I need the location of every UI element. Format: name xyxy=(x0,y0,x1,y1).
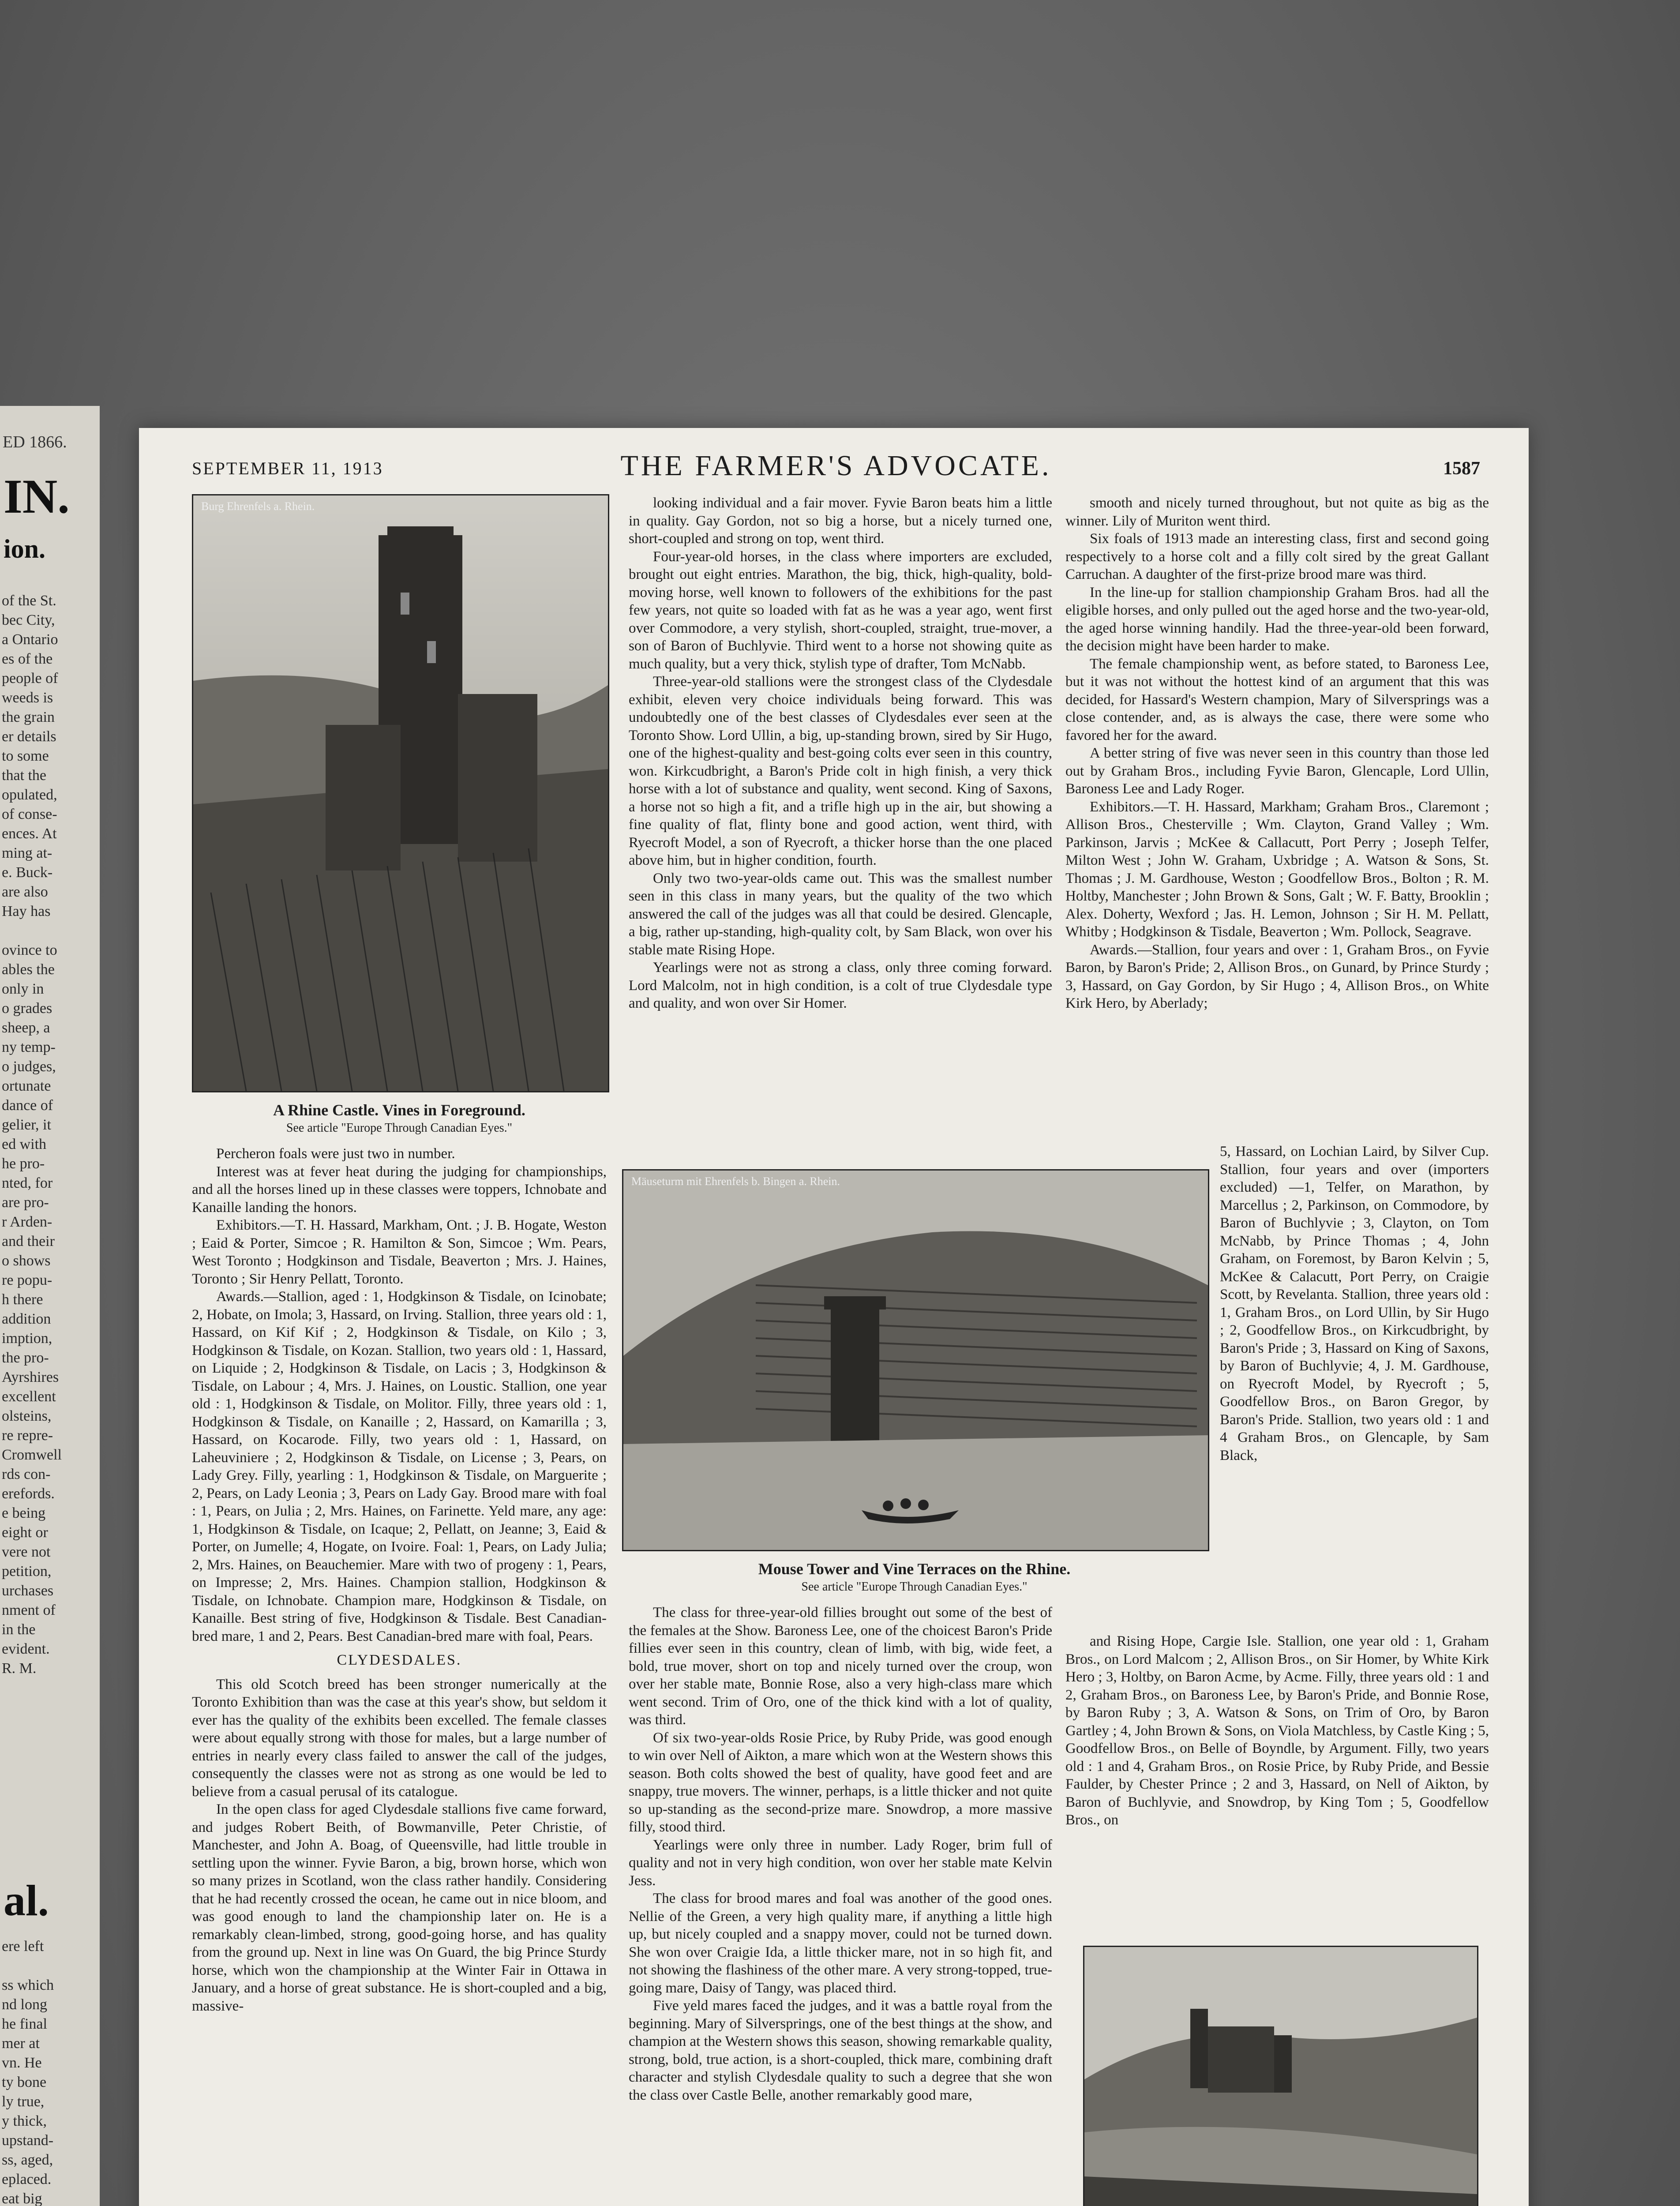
left-page-text-line: he final xyxy=(2,2016,47,2032)
article-paragraph: Awards.—Stallion, four years and over : 1, Graham Bros., on Fyvie Baron, by Baron's Pride; 2, Allison Bros., on Gunard, by Prince Sturdy ; 3, Hassard, on Gay Gordon, by Sir Hugo ; 4, Allison Bros., on White Kirk Hero, by Aberlady; xyxy=(1065,942,1489,1011)
left-page-text-line: to some xyxy=(2,748,49,764)
article-paragraph: Six foals of 1913 made an interesting class, first and second going respectively to a horse colt and a filly colt sired by the great Gallant Carruchan. A daughter of the first-prize brood mare was third. xyxy=(1065,531,1489,582)
article-paragraph: Of six two-year-olds Rosie Price, by Ruby Pride, was good enough to win over Nell of Aikton, a mare which won at the Western shows this season. Both colts showed the best of quality, have good feet and are snappy, true movers. The winner, perhaps, is a little thicker and not quite so up-standing as the second-prize mare. Snowdrop, a more massive filly, stood third. xyxy=(629,1730,1052,1835)
column-2-bottom xyxy=(629,1604,1052,2206)
left-page-text-line: eplaced. xyxy=(2,2171,52,2187)
left-page-text-line: Ayrshires xyxy=(2,1369,59,1385)
article-paragraph: Awards.—Stallion, aged : 1, Hodgkinson & Tisdale, on Icinobate; 2, Hobate, on Imola; 3, Hassard, on Irving. Stallion, three years old : 1, Hassard, on Kif Kif ; 2, Hodgkinson & Tisdale, on Kilo ; 3, Hodgkinson & Tisdale, on Kozan. Stallion, two years old : 1, Hassard, on Liquide ; 2, Hodgkinson & Tisdale, on Lacis ; 3, Hodgkinson & Tisdale, on Labour ; 4, Mrs. J. Haines, on Loustic. Stallion, one year old : 1, Hodgkinson & Tisdale, on Molitor. Filly, three years old : 1, Hodgkinson & Tisdale, on Kanaille ; 2, Hassard, on Kamarilla ; 3, Hassard, on Kocarode. Filly, two years old : 1, Hassard, on Laheuviniere ; 2, Hodgkinson & Tisdale, on License ; 3, Pears, on Lady Grey. Filly, yearling : 1, Hodgkinson & Tisdale, on Marguerite ; 2, Pears, on Lady Leonia ; 3, Pears on Lady Gay. Brood mare with foal : 1, Pears, on Julia ; 2, Mrs. Haines, on Farinette. Yeld mare, any age: 1, Hodgkinson & Tisdale, on Icaque; 2, Pellatt, on Jeanne; 3, Eaid & Porter, on Jumelle; 4, Hogate, on Ivoire. Foal: 1, Pears, on Lady Julia; 2, Mrs. Haines, on Beauchemier. Mare with two of progeny : 1, Pears, on Impresse; 2, Mrs. Haines. Champion stallion, Hodgkinson & Tisdale, on Ichnobate. Champion mare, Hodgkinson & Tisdale, on Kanaille. Best string of five, Hodgkinson & Tisdale. Best Canadian-bred mare, 1 and 2, Pears. Best Canadian-bred mare with foal, Pears. xyxy=(192,1289,607,1644)
rhine-castle-caption-sub: See article "Europe Through Canadian Eyes." xyxy=(286,1121,513,1135)
article-paragraph: The class for three-year-old fillies brought out some of the best of the females at the Show. Baroness Lee, one of the choicest Baron's Pride fillies ever seen in this country, clean of limb, with big, wide feet, a bold, true mover, short on top and nicely turned over the croup, won over her stable mate, Bonnie Rose, also a very high-class mare which went second. Trim of Oro, one of the thick kind with a lot of quality, was third. xyxy=(629,1605,1052,1728)
left-page-text-line: ed with xyxy=(2,1136,47,1152)
left-page-headline: IN. xyxy=(4,469,70,523)
article-paragraph: looking individual and a fair mover. Fyvie Baron beats him a little in quality. Gay Gordon, not so big a horse, but a nicely turned one, short-coupled and strong on top, went third. xyxy=(629,495,1052,547)
left-page-text-line: imption, xyxy=(2,1330,52,1347)
left-page-text-line: ere left xyxy=(2,1938,44,1955)
left-page-text-line: mer at xyxy=(2,2035,40,2052)
left-page-text-line: o judges, xyxy=(2,1058,56,1075)
left-page-text-line: Hay has xyxy=(2,903,51,919)
left-page-header: ED 1866. xyxy=(3,433,67,451)
left-page-text-line: re repre- xyxy=(2,1427,53,1444)
awards-continued: 5, Hassard, on Lochian Laird, by Silver Cup. Stallion, four years and over (importers excluded) —1, Telfer, on Marathon, by Marcellus ; 2, Parkinson, on Commodore, by Baron of Buchlyvie ; 3, Clayton, on Tom McNabb, by Prince Thomas ; 4, John Graham, on Foremost, by Baron Kelvin ; 5, McKee & Calacutt, Port Perry, on Craigie Scott, by Revelanta. Stallion, three years old : 1, Graham Bros., on Lord Ullin, by Sir Hugo ; 2, Goodfellow Bros., on Kirkcudbright, by Baron's Pride ; 3, Hassard on King of Saxons, by Baron of Buchlyvie; 4, J. M. Gardhouse, on Ryecroft Model, by Ryecroft ; 5, Goodfellow Bros., on Baron Gregor, by Baron's Pride. Stallion, two years old : 1 and 4 Graham Bros., on Glencaple, by Sam Black, xyxy=(1220,1144,1489,1463)
left-page-text-line: in the xyxy=(2,1621,36,1638)
left-page-text-line: ny temp- xyxy=(2,1039,56,1055)
left-page-text-line: R. M. xyxy=(2,1660,37,1677)
left-page-text-line: opulated, xyxy=(2,787,57,803)
left-page-text-line: ences. At xyxy=(2,825,57,842)
left-page-text-line: eat big xyxy=(2,2191,42,2206)
rhine-castle-photo-tag: Burg Ehrenfels a. Rhein. xyxy=(201,500,315,513)
column-1 xyxy=(192,1145,607,2206)
left-page-text-line: e being xyxy=(2,1505,46,1521)
left-page-text-line: r Arden- xyxy=(2,1214,52,1230)
mouse-tower-caption-sub: See article "Europe Through Canadian Eyes." xyxy=(801,1580,1028,1594)
article-paragraph: Three-year-old stallions were the strongest class of the Clydesdale exhibit, eleven very choice individuals being forward. This was undoubtedly one of the best classes of Clydesdales ever seen at the Toronto Show. Lord Ullin, a big, up-standing brown, sired by Sir Hugo, one of the highest-quality and best-going colts ever seen in this country, won. Kirkcudbright, a Baron's Pride colt in high finish, a very thick horse with a lot of substance and quality, went second. King of Saxons, a horse not so high a fit, and a trifle high up in the air, but showing a fine quality of flat, flinty bone and good action, went third, with Ryecroft Model, a son of Ryecroft, a thicker horse than the one placed above him, but in higher condition, fourth. xyxy=(629,674,1052,868)
article-paragraph: Four-year-old horses, in the class where importers are excluded, brought out eight entries. Marathon, the big, thick, high-quality, bold-moving horse, well known to followers of the exhibitions for the past few years, not quite so loaded with fat as he was a year ago, went first over Commodore, a very stylish, short-coupled, straight, true-mover, a son of Baron of Buchlyvie. Third went to a horse not showing quite as much quality, but a very thick, stylish type of drafter, Tom McNabb. xyxy=(629,548,1052,672)
left-page-text-line: eight or xyxy=(2,1524,48,1541)
left-page-text-line: ss which xyxy=(2,1977,54,1993)
article-paragraph: In the open class for aged Clydesdale stallions five came forward, and judges Robert Beith, of Bowmanville, Peter Christie, of Manchester, and John A. Boag, of Queensville, had little trouble in settling upon the winner. Fyvie Baron, a big, brown horse, which won so many prizes in Scotland, won the class rather handily. Considering that he had recently crossed the ocean, he came out in nice bloom, and was good enough to land the championship later on. He is a remarkably clean-limbed, strong, good-going horse, and has quality from the ground up. Next in line was On Guard, the big Prince Sturdy horse, which won the championship at the Winter Fair in Ottawa in January, and a horse of great substance. He is short-coupled and a big, massive- xyxy=(192,1801,607,2014)
left-page-text-line: re popu- xyxy=(2,1272,52,1288)
left-page-text-line: ortunate xyxy=(2,1078,51,1094)
left-page-text-line: y thick, xyxy=(2,2113,47,2129)
left-page-text-line: gelier, it xyxy=(2,1117,51,1133)
article-paragraph: Five yeld mares faced the judges, and it was a battle royal from the beginning. Mary of Silversprings, one of the best things at the show, and champion at the Western shows this season, showing remarkable quality, strong, bold, true action, is a short-coupled, thick mare, combining draft character and stylish Clydesdale quality to such a degree that she won the class over Castle Belle, another remarkably good mare, xyxy=(629,1998,1052,2103)
left-page-text-line: o shows xyxy=(2,1253,51,1269)
column-3-lower xyxy=(1065,1632,1489,1932)
left-page-text-line: nted, for xyxy=(2,1175,53,1191)
mouse-tower-caption-title: Mouse Tower and Vine Terraces on the Rhine. xyxy=(758,1560,1071,1578)
page-number: 1587 xyxy=(1443,458,1480,479)
left-page-text-line: es of the xyxy=(2,651,53,667)
rhine-castle-caption xyxy=(192,1101,607,1135)
left-page-text-line: he pro- xyxy=(2,1156,45,1172)
left-page-text-line: ss, aged, xyxy=(2,2152,53,2168)
left-page-text-line: vere not xyxy=(2,1544,51,1560)
left-page-text-line: vn. He xyxy=(2,2055,42,2071)
left-page-fragment xyxy=(0,406,100,2206)
left-page-headline-2: al. xyxy=(4,1876,49,1925)
left-page-text-line: o grades xyxy=(2,1000,52,1017)
stolzenfels-photo xyxy=(1083,1946,1478,2206)
masthead-title: THE FARMER'S ADVOCATE. xyxy=(620,450,1052,482)
left-page-text-line: erefords. xyxy=(2,1486,55,1502)
left-page-text-line: nment of xyxy=(2,1602,56,1618)
left-page-text-line: a Ontario xyxy=(2,631,58,648)
article-paragraph: Percheron foals were just two in number. xyxy=(216,1146,455,1162)
left-page-text-line: ables the xyxy=(2,961,55,978)
left-page-text-line: upstand- xyxy=(2,2132,54,2149)
left-page-text-line: the pro- xyxy=(2,1350,49,1366)
left-page-text-line: of the St. xyxy=(2,593,56,609)
left-page-text-line: weeds is xyxy=(2,690,53,706)
article-paragraph: Exhibitors.—T. H. Hassard, Markham; Graham Bros., Claremont ; Allison Bros., Chesterville ; Wm. Clayton, Grand Valley ; Wm. Parkinson, Jarvis ; McKee & Callacutt, Port Perry ; Joseph Telfer, Milton West ; John W. Graham, Uxbridge ; A. Watson & Sons, St. Thomas ; J. M. Gardhouse, Weston ; Goodfellow Bros., Bolton ; R. M. Holtby, Manchester ; John Brown & Sons, Galt ; W. F. Batty, Brooklin ; Alex. Doherty, Wexford ; Jas. H. Lemon, Johnson ; Sir H. M. Pellatt, Whitby ; Hodgkinson & Tisdale, Beaverton ; Wm. Pollock, Seagrave. xyxy=(1065,799,1489,940)
left-page-text-line: evident. xyxy=(2,1641,50,1657)
rhine-castle-caption-title: A Rhine Castle. Vines in Foreground. xyxy=(273,1101,525,1119)
left-page-text-line: ty bone xyxy=(2,2074,47,2090)
left-page-text-line: urchases xyxy=(2,1583,54,1599)
newspaper-page xyxy=(139,428,1529,2206)
left-page-text-line: Cromwell xyxy=(2,1447,62,1463)
mouse-tower-photo xyxy=(622,1169,1209,1551)
left-page-subhead: ion. xyxy=(4,534,46,563)
page-header xyxy=(192,446,1480,481)
issue-date: SEPTEMBER 11, 1913 xyxy=(192,458,383,478)
column-2-top xyxy=(629,494,1052,1156)
article-paragraph: smooth and nicely turned throughout, but not quite as big as the winner. Lily of Muriton went third. xyxy=(1065,495,1489,529)
article-paragraph: Only two two-year-olds came out. This was the smallest number seen in this class in many years, but the quality of the two which answered the call of the judges was all that could be desired. Glencaple, a big, rather up-standing, high-quality colt, by Sam Black, won over his stable mate Rising Hope. xyxy=(629,870,1052,958)
left-page-text-line: people of xyxy=(2,670,58,687)
left-page-text-line: rds con- xyxy=(2,1466,51,1482)
mouse-tower-photo-tag: Mäuseturm mit Ehrenfels b. Bingen a. Rhein. xyxy=(631,1175,840,1188)
left-page-text-line: only in xyxy=(2,981,44,997)
left-page-text-line: that the xyxy=(2,767,47,784)
article-paragraph: Interest was at fever heat during the judging for championships, and all the horses lined up in these classes were toppers, Ichnobate and Kanaille landing the honors. xyxy=(192,1163,607,1216)
left-page-text-line: er details xyxy=(2,728,56,745)
left-page-text-line: ming at- xyxy=(2,845,52,861)
article-paragraph: This old Scotch breed has been stronger numerically at the Toronto Exhibition than was the case at this year's show, but seldom it ever has the quality of the exhibits been excelled. The female classes were about equally strong with those for males, but a large number of entries in nearly every class failed to answer the call of the judges, consequently the classes were not as strong as one would be led to believe from a casual perusal of its catalogue. xyxy=(192,1676,607,1800)
rhine-castle-photo xyxy=(192,494,609,1092)
left-page-text-line: nd long xyxy=(2,1996,47,2013)
left-page-text-line: are pro- xyxy=(2,1194,49,1211)
left-page-text-line: excellent xyxy=(2,1388,56,1405)
left-page-text-line: h there xyxy=(2,1291,43,1308)
clydesdales-heading: CLYDESDALES. xyxy=(337,1652,462,1668)
left-page-text-line: and their xyxy=(2,1233,55,1249)
left-page-text-line: of conse- xyxy=(2,806,57,822)
column-3-top xyxy=(1065,494,1489,1138)
mouse-tower-caption xyxy=(622,1560,1207,1594)
left-page-text-line: are also xyxy=(2,884,48,900)
article-paragraph: Yearlings were not as strong a class, only three coming forward. Lord Malcolm, not in high condition, is a colt of true Clydesdale type and quality, and won over Sir Homer. xyxy=(629,960,1052,1011)
left-page-text-line: ly true, xyxy=(2,2093,45,2110)
article-paragraph: and Rising Hope, Cargie Isle. Stallion, one year old : 1, Graham Bros., on Lord Malcom ; 2, Allison Bros., on Sir Homer, by White Kirk Hero ; 3, Holtby, on Baron Acme, by Acme. Filly, three years old : 1 and 2, Graham Bros., on Baroness Lee, by Baron's Pride, and Bonnie Rose, by Baron Ruby ; 3, A. Watson & Sons, on Trim of Oro, by Baron Gartley ; 4, John Brown & Sons, on Viola Matchless, by Castle King ; 5, Goodfellow Bros., on Belle of Boyndle, by Argument. Filly, two years old : 1 and 4, Graham Bros., on Rosie Price, by Ruby Pride, and Bessie Faulder, by Chester Prince ; 2 and 3, Hassard, on Nell of Aikton, by Baron of Buchlyvie, and Snowdrop, by King Tom ; 5, Goodfellow Bros., on xyxy=(1065,1633,1489,1828)
left-page-text-line: addition xyxy=(2,1311,51,1327)
left-page-text-line: dance of xyxy=(2,1097,53,1114)
left-page-text-line: petition, xyxy=(2,1563,52,1579)
article-paragraph: Exhibitors.—T. H. Hassard, Markham, Ont. ; J. B. Hogate, Weston ; Eaid & Porter, Simcoe ; R. Hamilton & Son, Simcoe ; Wm. Pears, West Toronto ; Hodgkinson and Tisdale, Beaverton ; Mrs. J. Haines, Toronto ; Sir Henry Pellatt, Toronto. xyxy=(192,1217,607,1287)
left-page-text-line: olsteins, xyxy=(2,1408,52,1424)
article-paragraph: A better string of five was never seen in this country than those led out by Graham Bros., including Fyvie Baron, Glencaple, Lord Ullin, Baroness Lee and Lady Roger. xyxy=(1065,745,1489,797)
left-page-text-line: the grain xyxy=(2,709,55,725)
left-page-text-line: e. Buck- xyxy=(2,864,53,881)
column-3-narrow xyxy=(1220,1143,1489,1628)
article-paragraph: The female championship went, as before stated, to Baroness Lee, but it was not without the hottest kind of an argument that this was decided, for Hassard's Western champion, Mary of Silversprings was a close contender, and, as is always the case, there were some who favored her for the award. xyxy=(1065,656,1489,743)
left-page-text-line: sheep, a xyxy=(2,1020,50,1036)
left-page-text-line: ovince to xyxy=(2,942,57,958)
article-paragraph: In the line-up for stallion championship Graham Bros. had all the eligible horses, and only pulled out the aged horse and the two-year-old, the aged horse winning handily. Had the three-year-old been forward, the decision might have been harder to make. xyxy=(1065,584,1489,654)
article-paragraph: Yearlings were only three in number. Lady Roger, brim full of quality and not in very high condition, won over her stable mate Kelvin Jess. xyxy=(629,1837,1052,1889)
article-paragraph: The class for brood mares and foal was another of the good ones. Nellie of the Green, a very high quality mare, if anything a little high up, but nicely coupled and a snappy mover, could not be turned down. She won over Craigie Ida, a little thicker mare, not in so high fit, and not showing the flashiness of the other mare. A very strong-topped, true-going mare, Daisy of Tangy, was placed third. xyxy=(629,1891,1052,1996)
left-page-text-line: bec City, xyxy=(2,612,55,628)
